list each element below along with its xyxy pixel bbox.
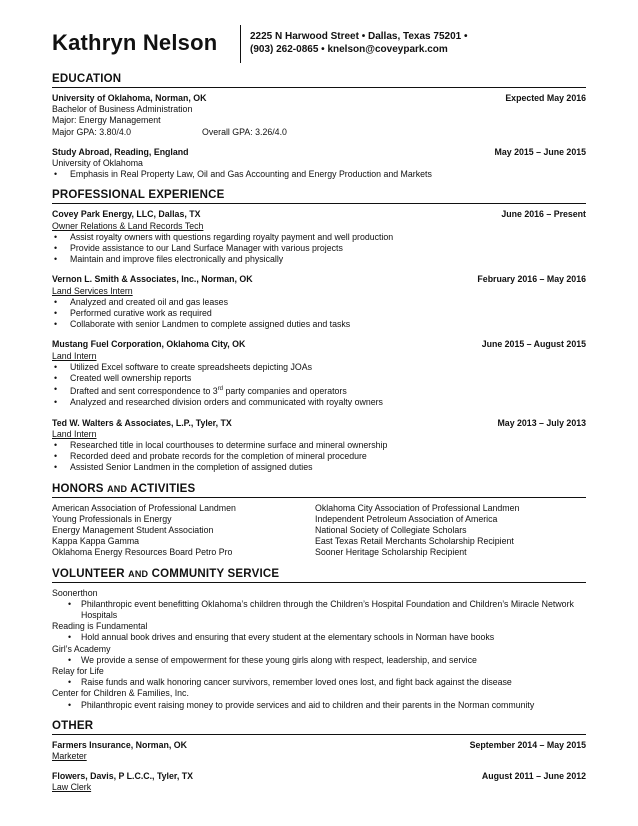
bullet-item: • Analyzed and researched division orders and communicated with royalty owners <box>52 397 586 408</box>
entry-date: May 2013 – July 2013 <box>497 417 586 428</box>
school-name: University of Oklahoma <box>52 158 143 169</box>
honor-item: Energy Management Student Association <box>52 525 214 536</box>
bullet-item: • Hold annual book drives and ensuring that every student at the elementary schools in Norman have books <box>52 632 586 643</box>
entry-date: September 2014 – May 2015 <box>469 739 586 750</box>
honor-item: National Society of Collegiate Scholars <box>315 525 467 536</box>
bullet-item <box>52 384 586 397</box>
bullet-item: • Philanthropic event benefitting Oklahoma’s children through the Children’s Hospital Foundation and Children’s Miracle Network Hospitals <box>52 599 586 621</box>
employer: Mustang Fuel Corporation, Oklahoma City, OK <box>52 339 246 350</box>
job-title: Law Clerk <box>52 782 92 793</box>
bullet-item: • Utilized Excel software to create spreadsheets depicting JOAs <box>52 362 586 373</box>
honor-item: Oklahoma Energy Resources Board Petro Pro <box>52 547 233 558</box>
header-divider <box>240 25 241 63</box>
honors-column-right <box>315 503 586 559</box>
bullet-item: • Analyzed and created oil and gas leases <box>52 297 586 308</box>
title-part: VOLUNTEER <box>52 567 125 580</box>
honor-item: Sooner Heritage Scholarship Recipient <box>315 547 467 558</box>
entry-date: Expected May 2016 <box>505 93 586 103</box>
bullet-item: • We provide a sense of empowerment for these young girls along with respect, leadership, and service <box>52 655 586 666</box>
experience-entry <box>52 274 586 330</box>
bullet-text: party companies and operators <box>223 386 347 397</box>
job-title: Land Intern <box>52 350 97 361</box>
major: Major: Energy Management <box>52 115 161 126</box>
education-entry <box>52 147 586 181</box>
volunteer-org: Relay for Life <box>52 666 104 677</box>
major-gpa: Major GPA: 3.80/4.0 <box>52 126 132 137</box>
honor-item: Independent Petroleum Association of America <box>315 513 498 524</box>
bullet-item: • Created well ownership reports <box>52 373 586 384</box>
volunteer-org: Soonerthon <box>52 587 98 598</box>
honor-item: East Texas Retail Merchants Scholarship Recipient <box>315 536 514 547</box>
overall-gpa: Overall GPA: 3.26/4.0 <box>202 126 287 137</box>
bullet-item: • Assist royalty owners with questions regarding royalty payment and well production <box>52 232 586 243</box>
other-section <box>52 720 586 794</box>
experience-section <box>52 189 586 473</box>
bullet-item: • Assisted Senior Landmen in the completion of assigned duties <box>52 462 586 473</box>
employer: Flowers, Davis, P L.C.C., Tyler, TX <box>52 771 193 782</box>
school-name: University of Oklahoma, Norman, OK <box>52 93 207 103</box>
job-title: Owner Relations & Land Records Tech <box>52 220 204 231</box>
degree: Bachelor of Business Administration <box>52 104 193 115</box>
section-title-volunteer <box>52 568 586 583</box>
other-entry <box>52 740 586 762</box>
section-title-experience: PROFESSIONAL EXPERIENCE <box>52 189 586 204</box>
bullet-item: • Researched title in local courthouses to determine surface and mineral ownership <box>52 440 586 451</box>
employer: Ted W. Walters & Associates, L.P., Tyler, TX <box>52 417 232 428</box>
job-title: Land Intern <box>52 428 97 439</box>
entry-date: August 2011 – June 2012 <box>481 771 586 782</box>
honors-column-left <box>52 503 315 559</box>
honor-item: Kappa Kappa Gamma <box>52 536 140 547</box>
resume-page <box>52 24 586 794</box>
bullet-item: • Philanthropic event raising money to provide services and aid to children and their parents in the Norman community <box>52 700 586 711</box>
bullet-item: • Provide assistance to our Land Surface Manager with various projects <box>52 243 586 254</box>
volunteer-section <box>52 568 586 711</box>
volunteer-org: Girl’s Academy <box>52 643 111 654</box>
bullet-item: • Performed curative work as required <box>52 308 586 319</box>
education-section <box>52 73 586 180</box>
bullet-item: • Collaborate with senior Landmen to complete assigned duties and tasks <box>52 319 586 330</box>
entry-date: June 2016 – Present <box>501 209 586 220</box>
resume-header <box>52 24 586 64</box>
other-entry <box>52 771 586 793</box>
entry-date: June 2015 – August 2015 <box>481 339 586 350</box>
contact-block <box>250 30 467 56</box>
employer: Covey Park Energy, LLC, Dallas, TX <box>52 209 201 220</box>
title-part: AND <box>128 568 149 579</box>
bullet-item: • Maintain and improve files electronically and physically <box>52 254 586 265</box>
address-line: 2225 N Harwood Street • Dallas, Texas 75201 • <box>250 31 468 42</box>
experience-entry <box>52 209 586 265</box>
bullet-item: • Recorded deed and probate records for the completion of mineral procedure <box>52 451 586 462</box>
honor-item: Oklahoma City Association of Professional Landmen <box>315 502 520 513</box>
candidate-name: Kathryn Nelson <box>52 30 218 55</box>
bullet-item: • Emphasis in Real Property Law, Oil and Gas Accounting and Energy Production and Markets <box>52 169 586 180</box>
bullet-item: • Raise funds and walk honoring cancer survivors, remember loved ones lost, and fight back against the disease <box>52 677 586 688</box>
education-entry <box>52 93 586 138</box>
entry-date: February 2016 – May 2016 <box>477 274 586 285</box>
employer: Vernon L. Smith & Associates, Inc., Norman, OK <box>52 274 253 285</box>
ordinal-suffix: rd <box>217 386 224 393</box>
volunteer-org: Reading is Fundamental <box>52 621 148 632</box>
volunteer-org: Center for Children & Families, Inc. <box>52 688 189 699</box>
section-title-education: EDUCATION <box>52 73 586 88</box>
job-title: Land Services Intern <box>52 285 133 296</box>
entry-date: May 2015 – June 2015 <box>494 146 586 157</box>
title-part: COMMUNITY SERVICE <box>151 567 280 580</box>
honor-item: American Association of Professional Landmen <box>52 502 236 513</box>
section-title-honors <box>52 483 586 498</box>
honor-item: Young Professionals in Energy <box>52 513 172 524</box>
program-name: Study Abroad, Reading, England <box>52 146 189 157</box>
bullet-text: Drafted and sent correspondence to 3 <box>70 386 218 397</box>
title-part: ACTIVITIES <box>130 482 196 495</box>
title-part: HONORS <box>52 482 104 495</box>
experience-entry <box>52 339 586 408</box>
title-part: AND <box>107 483 128 494</box>
honors-section <box>52 483 586 559</box>
employer: Farmers Insurance, Norman, OK <box>52 739 187 750</box>
section-title-other: OTHER <box>52 720 586 735</box>
experience-entry <box>52 418 586 474</box>
job-title: Marketer <box>52 751 87 762</box>
phone-email-line: (903) 262-0865 • knelson@coveypark.com <box>250 44 448 55</box>
